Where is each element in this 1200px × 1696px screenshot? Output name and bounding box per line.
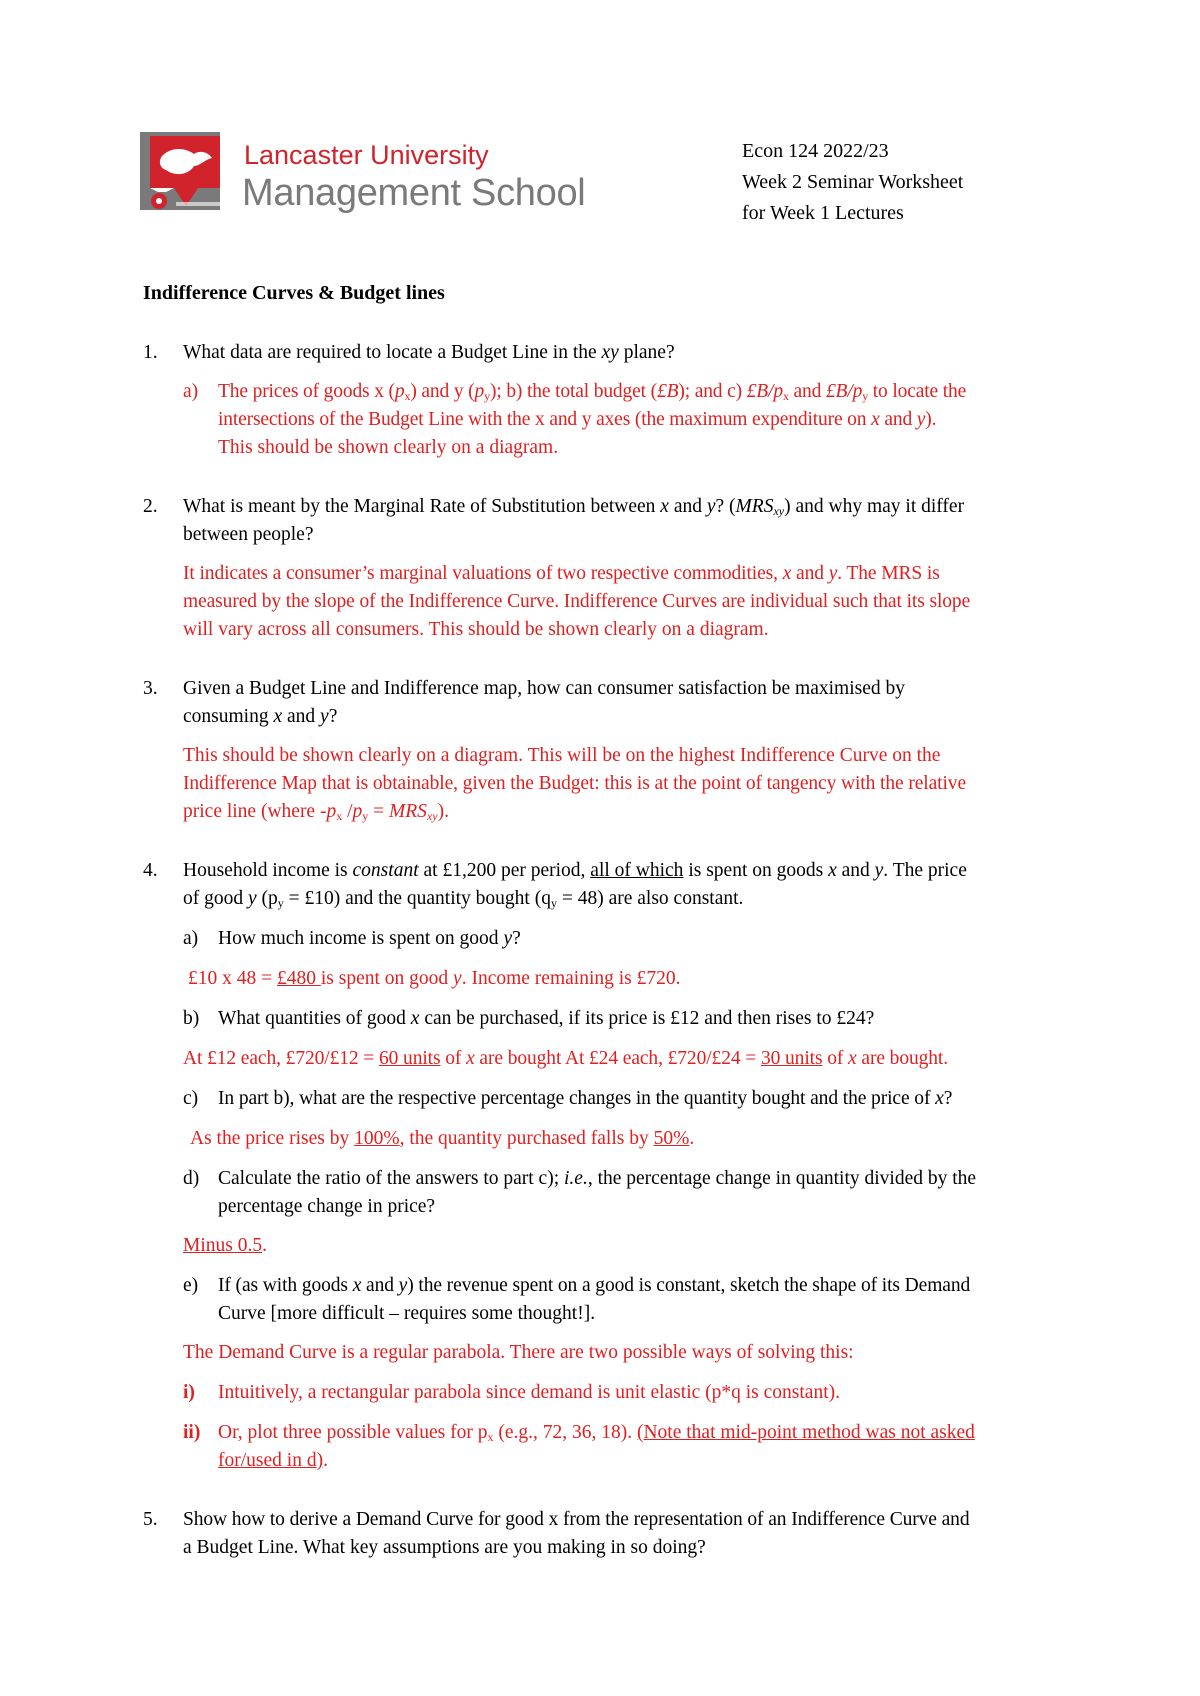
question-3-number: 3. xyxy=(143,678,158,699)
answer-4e: The Demand Curve is a regular parabola. There are two possible ways of solving this: xyxy=(183,1342,854,1363)
section-title: Indifference Curves & Budget lines xyxy=(143,282,445,304)
logo-line1: Lancaster University xyxy=(244,140,489,170)
answer-2-line3: will vary across all consumers. This should be shown clearly on a diagram. xyxy=(183,619,769,640)
answer-2-line2: measured by the slope of the Indifference Curve. Indifference Curves are individual such that its slope xyxy=(183,591,971,612)
question-1-text: What data are required to locate a Budget Line in the xy plane? xyxy=(183,342,675,363)
question-4e-line1: If (as with goods x and y) the revenue spent on a good is constant, sketch the shape of its Demand xyxy=(218,1275,971,1296)
course-code: Econ 124 2022/23 xyxy=(742,140,889,162)
question-2-line1: What is meant by the Marginal Rate of Substitution between x and y? $(MRS_{xy})$ and why may it differ xyxy=(183,496,965,518)
question-4e-label: e) xyxy=(183,1275,199,1296)
answer-3-line2: Indifference Map that is obtainable, given the Budget: this is at the point of tangency with the relative xyxy=(183,773,967,794)
question-4d-line2: percentage change in price? xyxy=(218,1196,436,1217)
answer-4e-ii-label: ii) xyxy=(183,1422,201,1443)
answer-1-line1: The prices of goods x $(p_x)$ and y $(p_y)$; b) the total budget (£B); and c) $£B/p_x$ and $£B/p_y$ to locate the xyxy=(218,381,967,403)
question-4-line1: Household income is constant at £1,200 per period, all of which is spent on goods x and y. The price xyxy=(183,860,967,881)
question-3-line2: consuming x and y? xyxy=(183,706,338,727)
question-4d-label: d) xyxy=(183,1168,200,1189)
answer-4c: As the price rises by 100%, the quantity purchased falls by 50%. xyxy=(190,1128,695,1149)
answer-4e-ii-line1: Or, plot three possible values for $p_x$ (e.g., 72, 36, 18). (Note that mid-point method was not asked xyxy=(218,1422,975,1444)
question-2-number: 2. xyxy=(143,496,158,517)
answer-4a: £10 x 48 = £480 is spent on good y. Income remaining is £720. xyxy=(188,968,681,989)
answer-4b: At £12 each, £720/£12 = 60 units of x are bought At £24 each, £720/£24 = 30 units of x are bought. xyxy=(183,1048,949,1069)
question-4c-text: In part b), what are the respective percentage changes in the quantity bought and the price of x? xyxy=(218,1088,953,1109)
university-crest-icon xyxy=(140,132,232,224)
question-4b-label: b) xyxy=(183,1008,200,1029)
answer-1-label: a) xyxy=(183,381,199,402)
answer-2-line1: It indicates a consumer’s marginal valuations of two respective commodities, x and y. The MRS is xyxy=(183,563,940,584)
question-4c-label: c) xyxy=(183,1088,199,1109)
question-4d-line1: Calculate the ratio of the answers to part c); i.e., the percentage change in quantity divided by the xyxy=(218,1168,977,1189)
worksheet-title: Week 2 Seminar Worksheet xyxy=(742,171,964,193)
question-3-line1: Given a Budget Line and Indifference map, how can consumer satisfaction be maximised by xyxy=(183,678,905,699)
logo-line2: Management School xyxy=(242,172,586,214)
question-2-line2: between people? xyxy=(183,524,314,545)
answer-1-line2: intersections of the Budget Line with the x and y axes (the maximum expenditure on x and y). xyxy=(218,409,937,430)
question-4e-line2: Curve [more difficult – requires some thought!]. xyxy=(218,1303,596,1324)
question-5-line1: Show how to derive a Demand Curve for good x from the representation of an Indifference Curve and xyxy=(183,1509,970,1530)
answer-3-line1: This should be shown clearly on a diagram. This will be on the highest Indifference Curve on the xyxy=(183,745,941,766)
answer-4e-i-label: i) xyxy=(183,1382,195,1403)
question-5-number: 5. xyxy=(143,1509,158,1530)
question-4a-label: a) xyxy=(183,928,199,949)
question-1-number: 1. xyxy=(143,342,158,363)
answer-4e-i-text: Intuitively, a rectangular parabola since demand is unit elastic (p*q is constant). xyxy=(218,1382,840,1403)
question-5-line2: a Budget Line. What key assumptions are you making in so doing? xyxy=(183,1537,706,1558)
answer-3-line3: price line (where $-p_x$ $/p_y = MRS_{xy}$). xyxy=(183,801,449,823)
answer-4e-ii-line2: for/used in d). xyxy=(218,1450,328,1471)
university-logo xyxy=(140,132,610,224)
question-4-line2: of good y ($p_y$ = £10) and the quantity bought $(q_y = 48)$ are also constant. xyxy=(183,888,744,910)
lecture-reference: for Week 1 Lectures xyxy=(742,202,904,224)
question-4-number: 4. xyxy=(143,860,158,881)
question-4a-text: How much income is spent on good y? xyxy=(218,928,521,949)
answer-1-line3: This should be shown clearly on a diagram. xyxy=(218,437,559,458)
answer-4d: Minus 0.5. xyxy=(183,1235,267,1256)
question-4b-text: What quantities of good x can be purchased, if its price is £12 and then rises to £24? xyxy=(218,1008,875,1029)
